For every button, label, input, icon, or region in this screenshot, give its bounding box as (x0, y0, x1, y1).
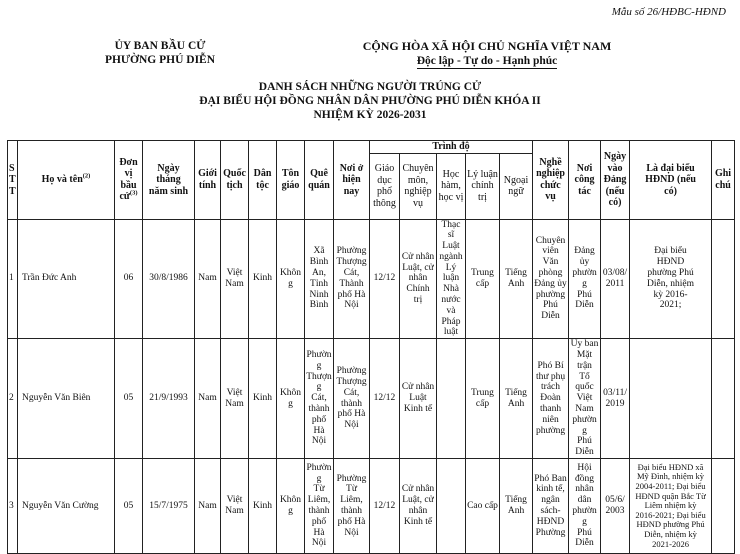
header-political-theory: Lý luận chính trị (466, 153, 500, 219)
cell-hometown: Xã Bình An, Tỉnh Ninh Bình (305, 219, 334, 339)
cell-general-education: 12/12 (370, 219, 400, 339)
cell-notes (712, 339, 735, 459)
cell-religion: Không (277, 339, 305, 459)
national-header (352, 39, 622, 69)
header-electoral-unit: Đơn vị bầu cử$^{(3)}$ (115, 141, 143, 220)
cell-notes (712, 459, 735, 554)
cell-foreign-language: Tiếng Anh (500, 339, 533, 459)
header-foreign-language: Ngoại ngữ (500, 153, 533, 219)
header-workplace: Nơi công tác (569, 141, 601, 220)
header-nationality: Quốc tịch (221, 141, 249, 220)
title-line-1: DANH SÁCH NHỮNG NGƯỜI TRÚNG CỬ (258, 81, 482, 93)
cell-hdnd-delegate: Đại biểu HĐND phường Phú Diễn, nhiệm kỳ 2016- 2021; (630, 219, 712, 339)
table-row (8, 339, 735, 459)
cell-dob: 21/9/1993 (143, 339, 195, 459)
cell-academic (437, 459, 466, 554)
table-row (8, 459, 735, 554)
cell-party-date: 03/11/ 2019 (601, 339, 630, 459)
cell-hdnd-delegate: Đại biểu HĐND xã Mỹ Đình, nhiệm kỳ 2004-2011; Đại biểu HĐND quận Bắc Từ Liêm nhiệm kỳ 2016-2021; Đại biểu HĐND phường Phú Diễn, nhiệm kỳ 2021-2026 (630, 459, 712, 554)
header-residence: Nơi ở hiện nay (334, 141, 370, 220)
org-line-2: PHƯỜNG PHÚ DIỄN (104, 54, 216, 66)
cell-residence: Phường Thượng Cát, Thành phố Hà Nội (334, 219, 370, 339)
header-stt: S T T (8, 141, 18, 220)
header-party-date: Ngày vào Đảng (nếu có) (601, 141, 630, 220)
cell-occupation: Phó Ban kinh tế, ngân sách- HĐND Phường (533, 459, 569, 554)
cell-religion: Không (277, 219, 305, 339)
cell-gender: Nam (195, 339, 221, 459)
cell-ethnicity: Kinh (249, 339, 277, 459)
cell-party-date: 05/6/ 2003 (601, 459, 630, 554)
header-hometown: Quê quán (305, 141, 334, 220)
cell-nationality: Việt Nam (221, 339, 249, 459)
cell-hometown: Phường Thượng Cát, thành phố Hà Nội (305, 339, 334, 459)
header-ethnicity: Dân tộc (249, 141, 277, 220)
cell-notes (712, 219, 735, 339)
cell-electoral-unit: 05 (115, 339, 143, 459)
cell-foreign-language: Tiếng Anh (500, 459, 533, 554)
header-gender: Giới tính (195, 141, 221, 220)
cell-occupation: Chuyên viên Văn phòng Đảng ủy phường Phú Diễn (533, 219, 569, 339)
cell-electoral-unit: 06 (115, 219, 143, 339)
national-motto: Độc lập - Tự do - Hạnh phúc (416, 55, 558, 67)
cell-political-theory: Trung cấp (466, 339, 500, 459)
cell-workplace: Hội đồng nhân dân phường Phú Diễn (569, 459, 601, 554)
org-line-1: ỦY BAN BẦU CỬ (114, 40, 206, 52)
issuing-organization (60, 39, 260, 67)
cell-dob: 15/7/1975 (143, 459, 195, 554)
header-general-education: Giáo dục phổ thông (370, 153, 400, 219)
header-dob: Ngày tháng năm sinh (143, 141, 195, 220)
cell-name: Nguyễn Văn Biên (18, 339, 115, 459)
cell-occupation: Phó Bí thư phụ trách Đoàn thanh niên phường (533, 339, 569, 459)
header-academic: Học hàm, học vị (437, 153, 466, 219)
cell-academic (437, 339, 466, 459)
header-notes: Ghi chú (712, 141, 735, 220)
header-occupation: Nghề nghiệp chức vụ (533, 141, 569, 220)
cell-name: Nguyễn Văn Cường (18, 459, 115, 554)
cell-ethnicity: Kinh (249, 459, 277, 554)
header-hdnd-delegate: Là đại biểu HĐND (nếu có) (630, 141, 712, 220)
cell-political-theory: Cao cấp (466, 459, 500, 554)
cell-electoral-unit: 05 (115, 459, 143, 554)
cell-gender: Nam (195, 219, 221, 339)
cell-party-date: 03/08/ 2011 (601, 219, 630, 339)
cell-hdnd-delegate (630, 339, 712, 459)
cell-name: Trần Đức Anh (18, 219, 115, 339)
form-number: Mẫu số 26/HĐBC-HĐND (611, 6, 726, 18)
cell-ethnicity: Kinh (249, 219, 277, 339)
cell-professional: Cử nhân Luật, cử nhân Chính trị (400, 219, 437, 339)
cell-nationality: Việt Nam (221, 459, 249, 554)
cell-professional: Cử nhân Luật, cử nhân Kinh tế (400, 459, 437, 554)
header-education-group: Trình độ (370, 141, 533, 154)
cell-hometown: Phường Từ Liêm, thành phố Hà Nội (305, 459, 334, 554)
cell-stt: 3 (8, 459, 18, 554)
title-line-2: ĐẠI BIỂU HỘI ĐỒNG NHÂN DÂN PHƯỜNG PHÚ DIỄN KHÓA II (199, 95, 541, 107)
elected-delegates-table (7, 140, 735, 554)
cell-residence: Phường Thượng Cát, thành phố Hà Nội (334, 339, 370, 459)
table-row (8, 219, 735, 339)
cell-dob: 30/8/1986 (143, 219, 195, 339)
cell-foreign-language: Tiếng Anh (500, 219, 533, 339)
nation-name: CỘNG HÒA XÃ HỘI CHỦ NGHĨA VIỆT NAM (362, 39, 612, 53)
cell-gender: Nam (195, 459, 221, 554)
cell-professional: Cử nhân Luật Kinh tế (400, 339, 437, 459)
cell-nationality: Việt Nam (221, 219, 249, 339)
document-title (140, 80, 600, 122)
cell-academic: Thạc sĩ Luật ngành Lý luận Nhà nước và Pháp luật (437, 219, 466, 339)
cell-general-education: 12/12 (370, 339, 400, 459)
cell-workplace: Ủy ban Mặt trận Tổ quốc Việt Nam phường Phú Diễn (569, 339, 601, 459)
title-line-3: NHIỆM KỲ 2026-2031 (313, 109, 427, 121)
cell-religion: Không (277, 459, 305, 554)
cell-stt: 1 (8, 219, 18, 339)
header-name: Họ và tên$^{(2)}$ (18, 141, 115, 220)
cell-stt: 2 (8, 339, 18, 459)
cell-residence: Phường Từ Liêm, thành phố Hà Nội (334, 459, 370, 554)
cell-workplace: Đảng ủy phường Phú Diễn (569, 219, 601, 339)
header-religion: Tôn giáo (277, 141, 305, 220)
cell-political-theory: Trung cấp (466, 219, 500, 339)
cell-general-education: 12/12 (370, 459, 400, 554)
header-professional: Chuyên môn, nghiệp vụ (400, 153, 437, 219)
